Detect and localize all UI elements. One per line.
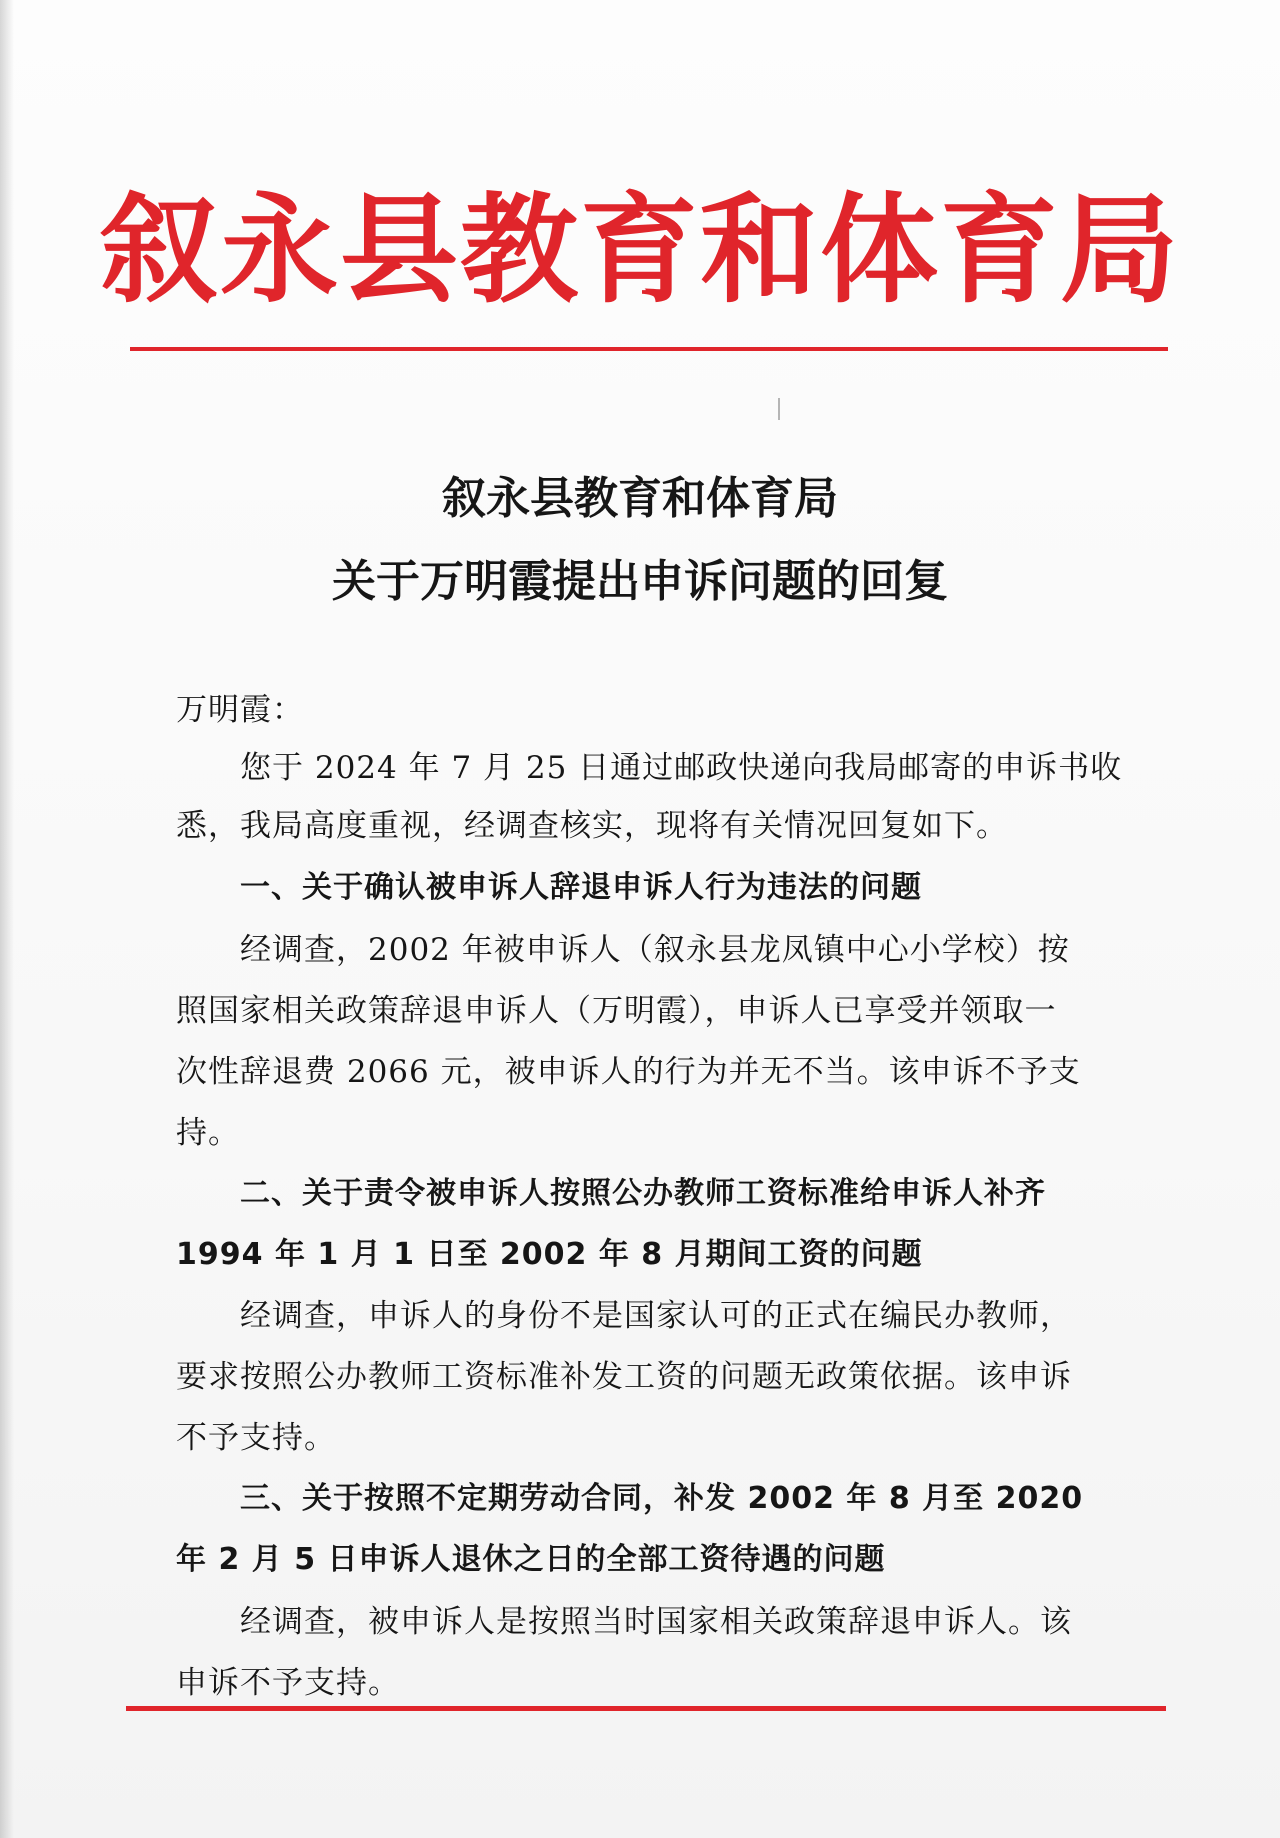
crease-mark (778, 398, 780, 420)
section-1-heading: 一、关于确认被申诉人辞退申诉人行为违法的问题 (240, 870, 922, 905)
section-1-line: 持。 (176, 1115, 240, 1151)
intro-line: 您于 2024 年 7 月 25 日通过邮政快递向我局邮寄的申诉书收 (240, 750, 1123, 786)
letterhead-red-rule (130, 347, 1168, 351)
salutation: 万明霞： (176, 692, 304, 728)
section-1-line: 照国家相关政策辞退申诉人（万明霞），申诉人已享受并领取一 (176, 993, 1057, 1029)
intro-line: 悉，我局高度重视，经调查核实，现将有关情况回复如下。 (176, 808, 1008, 844)
section-3-line: 申诉不予支持。 (176, 1665, 400, 1701)
page-edge-shadow (0, 0, 14, 1838)
section-1-line: 经调查，2002 年被申诉人（叙永县龙凤镇中心小学校）按 (240, 932, 1070, 968)
section-2-heading: 二、关于责令被申诉人按照公办教师工资标准给申诉人补齐 (240, 1176, 1046, 1211)
section-3-heading: 年 2 月 5 日申诉人退休之日的全部工资待遇的问题 (176, 1542, 886, 1577)
footer-red-rule (126, 1706, 1166, 1711)
document-title-line-1: 叙永县教育和体育局 (442, 473, 838, 524)
section-2-heading: 1994 年 1 月 1 日至 2002 年 8 月期间工资的问题 (176, 1237, 923, 1272)
letterhead-org-name: 叙永县教育和体育局 (100, 181, 1181, 319)
section-2-line: 经调查，申诉人的身份不是国家认可的正式在编民办教师， (240, 1298, 1072, 1334)
document-title-line-2: 关于万明霞提出申诉问题的回复 (332, 556, 948, 607)
section-2-line: 不予支持。 (176, 1420, 336, 1456)
section-1-line: 次性辞退费 2066 元，被申诉人的行为并无不当。该申诉不予支 (176, 1054, 1081, 1090)
section-2-line: 要求按照公办教师工资标准补发工资的问题无政策依据。该申诉 (176, 1359, 1072, 1395)
section-3-line: 经调查，被申诉人是按照当时国家相关政策辞退申诉人。该 (240, 1604, 1072, 1640)
section-3-heading: 三、关于按照不定期劳动合同，补发 2002 年 8 月至 2020 (240, 1481, 1084, 1516)
